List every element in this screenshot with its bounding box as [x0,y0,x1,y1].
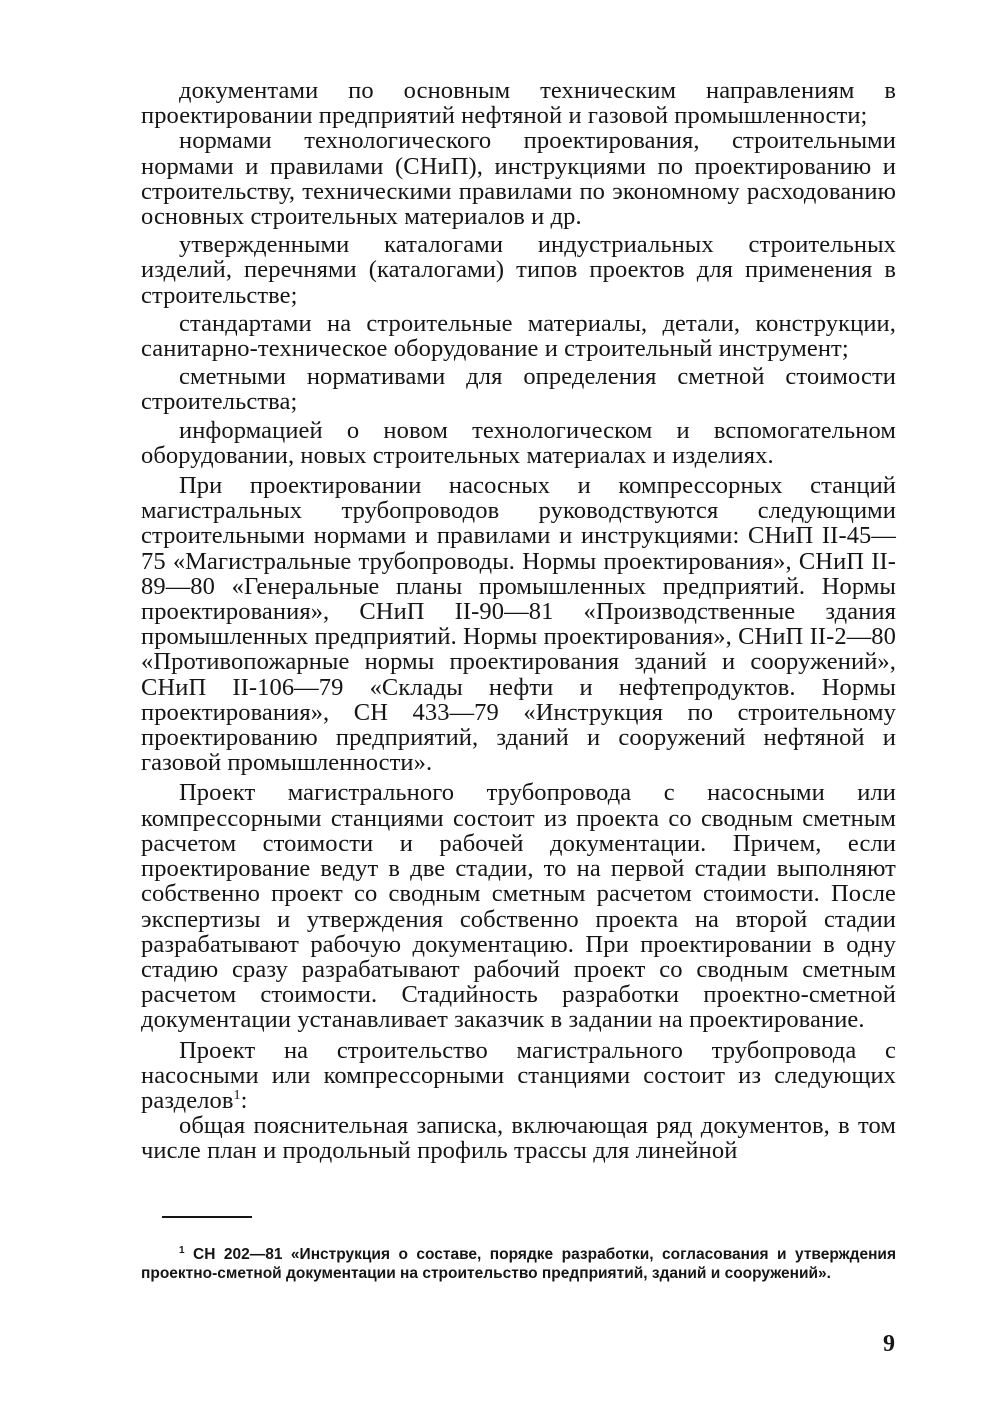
paragraph-4: стандартами на строительные материалы, детали, конструкции, санитарно-техническое оборудование и строительный инструмент; [141,309,896,363]
main-text [141,78,896,1164]
paragraph-10: общая пояснительная записка, включающая ряд документов, в том числе план и продольный профиль трассы для линейной [141,1112,896,1165]
footnote-text: СН 202—81 «Инструкция о составе, порядке разработки, согласования и утверждения проектно-сметной документации на строительство предприятий, зданий и сооружений». [141,1246,897,1282]
paragraph-9-text: Проект на строительство магистрального трубопровода с насосными или компрессорными станциями состоит из следующих разделов [141,1036,896,1114]
footnote-marker: 1 [179,1245,185,1256]
paragraph-7: При проектировании насосных и компрессорных станций магистральных трубопроводов руководствуются следующими строительными нормами и правилами и инструкциями: СНиП II-45—75 «Магистральные трубопроводы. Нормы проектирования», СНиП II-89—80 «Генеральные планы промышленных предприятий. Нормы проектирования», СНиП II-90—81 «Производственные здания промышленных предприятий. Нормы проектирования», СНиП II-2—80 «Противопожарные нормы проектирования зданий и сооружений», СНиП II-106—79 «Склады нефти и нефтепродуктов. Нормы проектирования», СН 433—79 «Инструкция по строительному проектированию предприятий, зданий и сооружений нефтяной и газовой промышленности». [141,472,896,777]
page-number: 9 [883,1331,895,1357]
paragraph-8: Проект магистрального трубопровода с насосными или компрессорными станциями состоит из проекта со сводным сметным расчетом стоимости и рабочей документации. Причем, если проектирование ведут в две стадии, то на первой стадии выполняют собственно проект со сводным сметным расчетом стоимости. После экспертизы и утверждения собственно проекта на второй стадии разрабатывают рабочую документацию. При проектировании в одну стадию сразу разрабатывают рабочий проект со сводным сметным расчетом стоимости. Стадийность разработки проектно-сметной документации устанавливает заказчик в задании на проектирование. [141,779,896,1034]
paragraph-6: информацией о новом технологическом и вспомогательном оборудовании, новых строительных материалах и изделиях. [141,416,896,469]
paragraph-2: нормами технологического проектирования, строительными нормами и правилами (СНиП), инструкциями по проектированию и строительству, техническими правилами по экономному расходованию основных строительных материалов и др. [141,127,896,231]
footnote-reference: 1 [233,1087,241,1103]
paragraph-9-tail: : [240,1086,248,1114]
paragraph-9 [141,1038,896,1114]
paragraph-5: сметными нормативами для определения сметной стоимости строительства; [141,363,896,416]
paragraph-3: утвержденными каталогами индустриальных строительных изделий, перечнями (каталогами) типов проектов для применения в строительстве; [141,231,896,309]
footnote-divider [162,1216,252,1218]
paragraph-1: документами по основным техническим направлениям в проектировании предприятий нефтяной и газовой промышленности; [141,77,896,130]
footnote [141,1245,896,1283]
